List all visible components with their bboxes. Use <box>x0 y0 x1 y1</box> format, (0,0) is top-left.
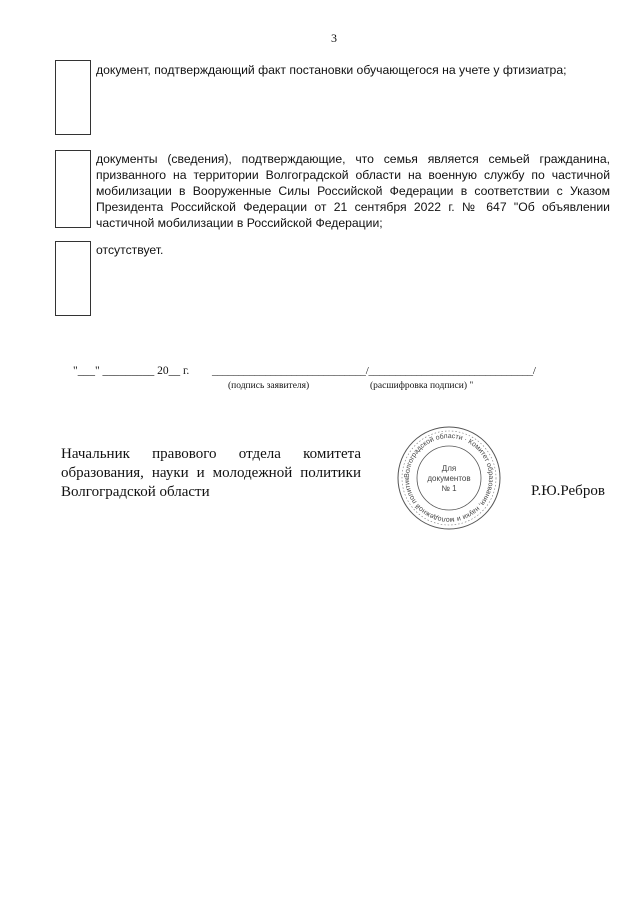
stamp-line-2: документов <box>427 474 471 483</box>
item-2-text: документы (сведения), подтверждающие, что семья является семьей гражданина, призванного на территории Волгоградской области на военную службу по частичной мобилизации в Вооруженные Силы Российской Федерации в соответствии с Указом Президента Российской Федерации от 21 сентября 2022 г. № 647 "Об объявлении частичной мобилизации в Российской Федерации; <box>96 152 610 230</box>
item-1-text: документ, подтверждающий факт постановки обучающегося на учете у фтизиатра; <box>96 63 567 77</box>
official-stamp <box>396 425 502 531</box>
signer-position: Начальник правового отдела комитета образования, науки и молодежной политики Волгоградской области <box>61 446 361 500</box>
decode-caption: (расшифровка подписи) " <box>370 381 474 391</box>
checkbox-item-1[interactable] <box>55 60 91 135</box>
date-line: "___" _________ 20__ г. <box>73 365 190 377</box>
signature-caption: (подпись заявителя) <box>228 381 310 391</box>
page-number: 3 <box>331 31 337 45</box>
signature-line: _____________________________/_______________________________/ <box>212 365 536 377</box>
item-3-text: отсутствует. <box>96 243 164 257</box>
stamp-ring-text: Волгоградской области · Комитет образования, науки и молодежной политик <box>403 432 495 524</box>
checkbox-item-2[interactable] <box>55 150 91 228</box>
checkbox-item-3[interactable] <box>55 241 91 316</box>
stamp-line-1: Для <box>441 464 457 473</box>
stamp-line-3: № 1 <box>441 484 457 493</box>
signer-name: Р.Ю.Ребров <box>531 483 605 499</box>
